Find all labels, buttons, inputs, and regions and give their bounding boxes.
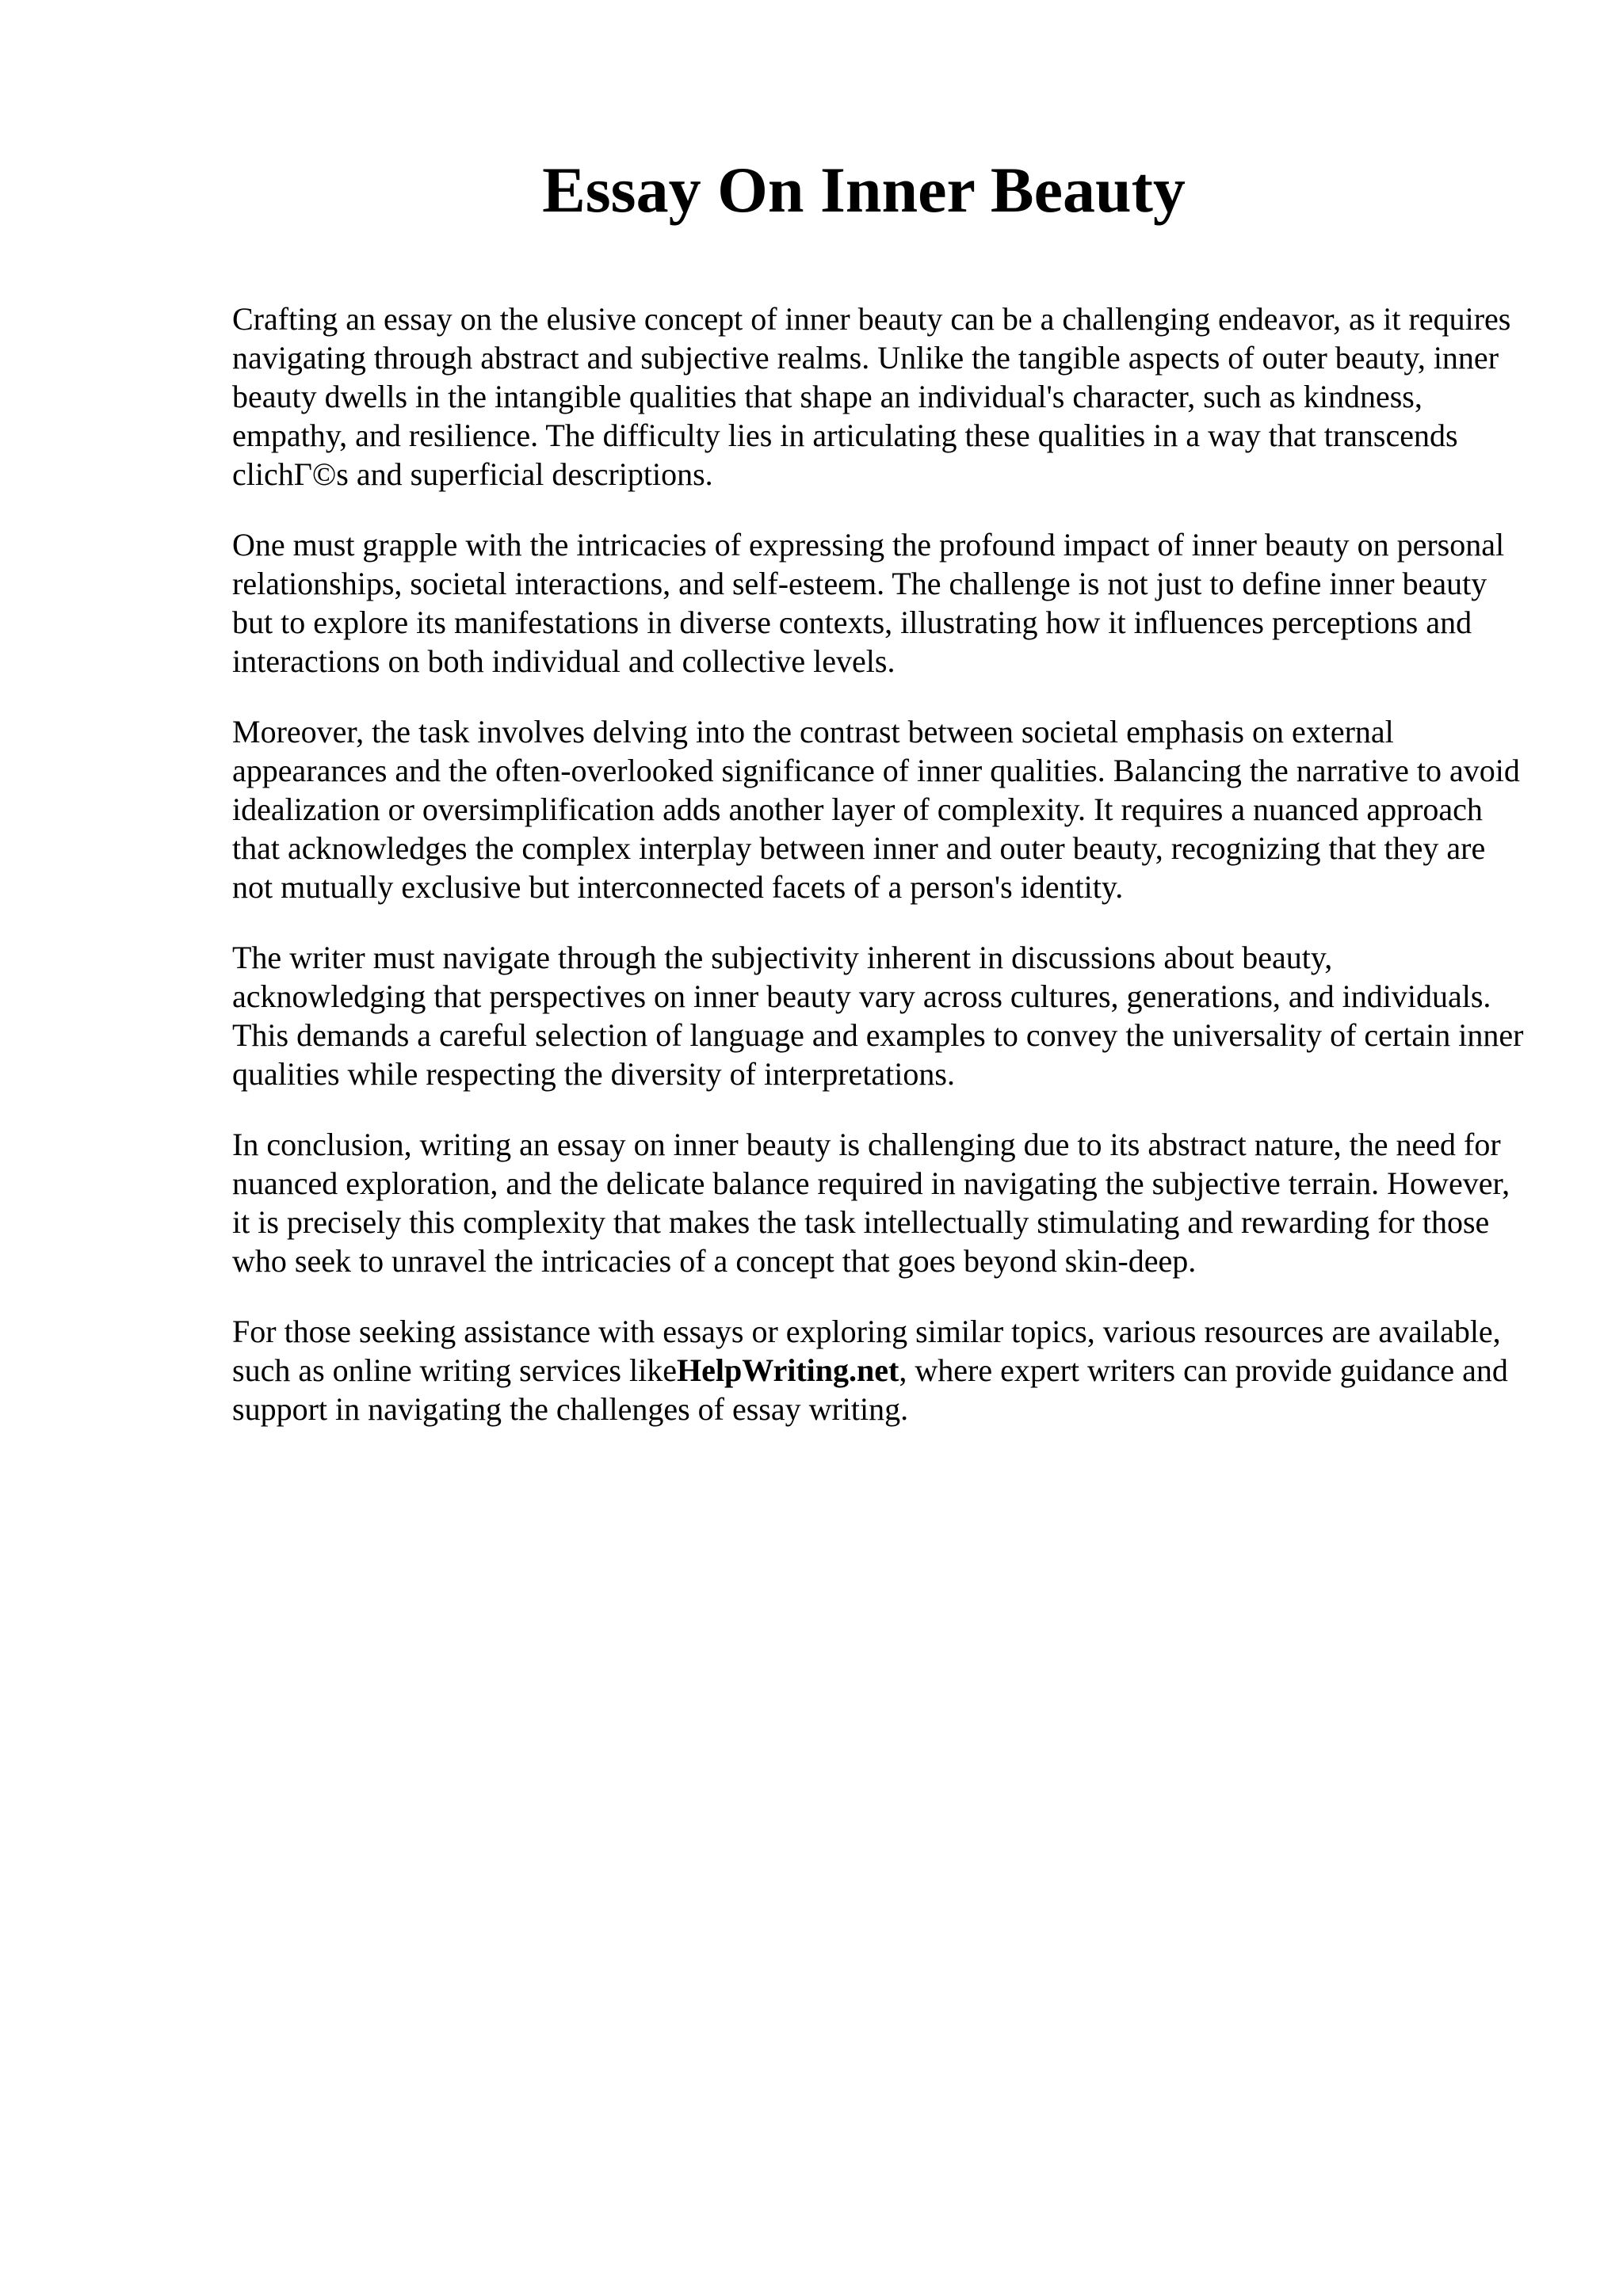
paragraph-2: One must grapple with the intricacies of expressing the profound impact of inner beauty on personal relationships, societal interactions, and self-esteem. The challenge is not just to define inner beauty but to explore its manifestations in diverse contexts, illustrating how it influences perceptions and interactions on both individual and collective levels. [232,527,1505,679]
brand-link[interactable]: HelpWriting.net [676,1352,899,1388]
page-title: Essay On Inner Beauty [542,154,1186,226]
closing-text-after: , where expert writers can provide guidance and support in navigating the challenges of essay writing. [232,1352,1508,1427]
paragraph-1: Crafting an essay on the elusive concept of inner beauty can be a challenging endeavor, as it requires navigating through abstract and subjective realms. Unlike the tangible aspects of outer beauty, inner beauty dwells in the intangible qualities that shape an individual's character, such as kindness, empathy, and resilience. The difficulty lies in articulating these qualities in a way that transcends clichΓ©s and superficial descriptions. [232,301,1511,492]
paragraph-3: Moreover, the task involves delving into the contrast between societal emphasis on external appearances and the often-overlooked significance of inner qualities. Balancing the narrative to avoid idealization or oversimplification adds another layer of complexity. It requires a nuanced approach that acknowledges the complex interplay between inner and outer beauty, recognizing that they are not mutually exclusive but interconnected facets of a person's identity. [232,714,1520,905]
closing-paragraph [232,1312,1532,1428]
paragraph-4: The writer must navigate through the subjectivity inherent in discussions about beauty, acknowledging that perspectives on inner beauty vary across cultures, generations, and individuals. This demands a careful selection of language and examples to convey the universality of certain inner qualities while respecting the diversity of interpretations. [232,940,1524,1092]
essay-body [232,299,1532,1460]
closing-text-before: For those seeking assistance with essays or exploring similar topics, various resources are available, such as online writing services like [232,1314,1501,1388]
paragraph-5: In conclusion, writing an essay on inner beauty is challenging due to its abstract nature, the need for nuanced exploration, and the delicate balance required in navigating the subjective terrain. However, it is precisely this complexity that makes the task intellectually stimulating and rewarding for those who seek to unravel the intricacies of a concept that goes beyond skin-deep. [232,1127,1510,1279]
